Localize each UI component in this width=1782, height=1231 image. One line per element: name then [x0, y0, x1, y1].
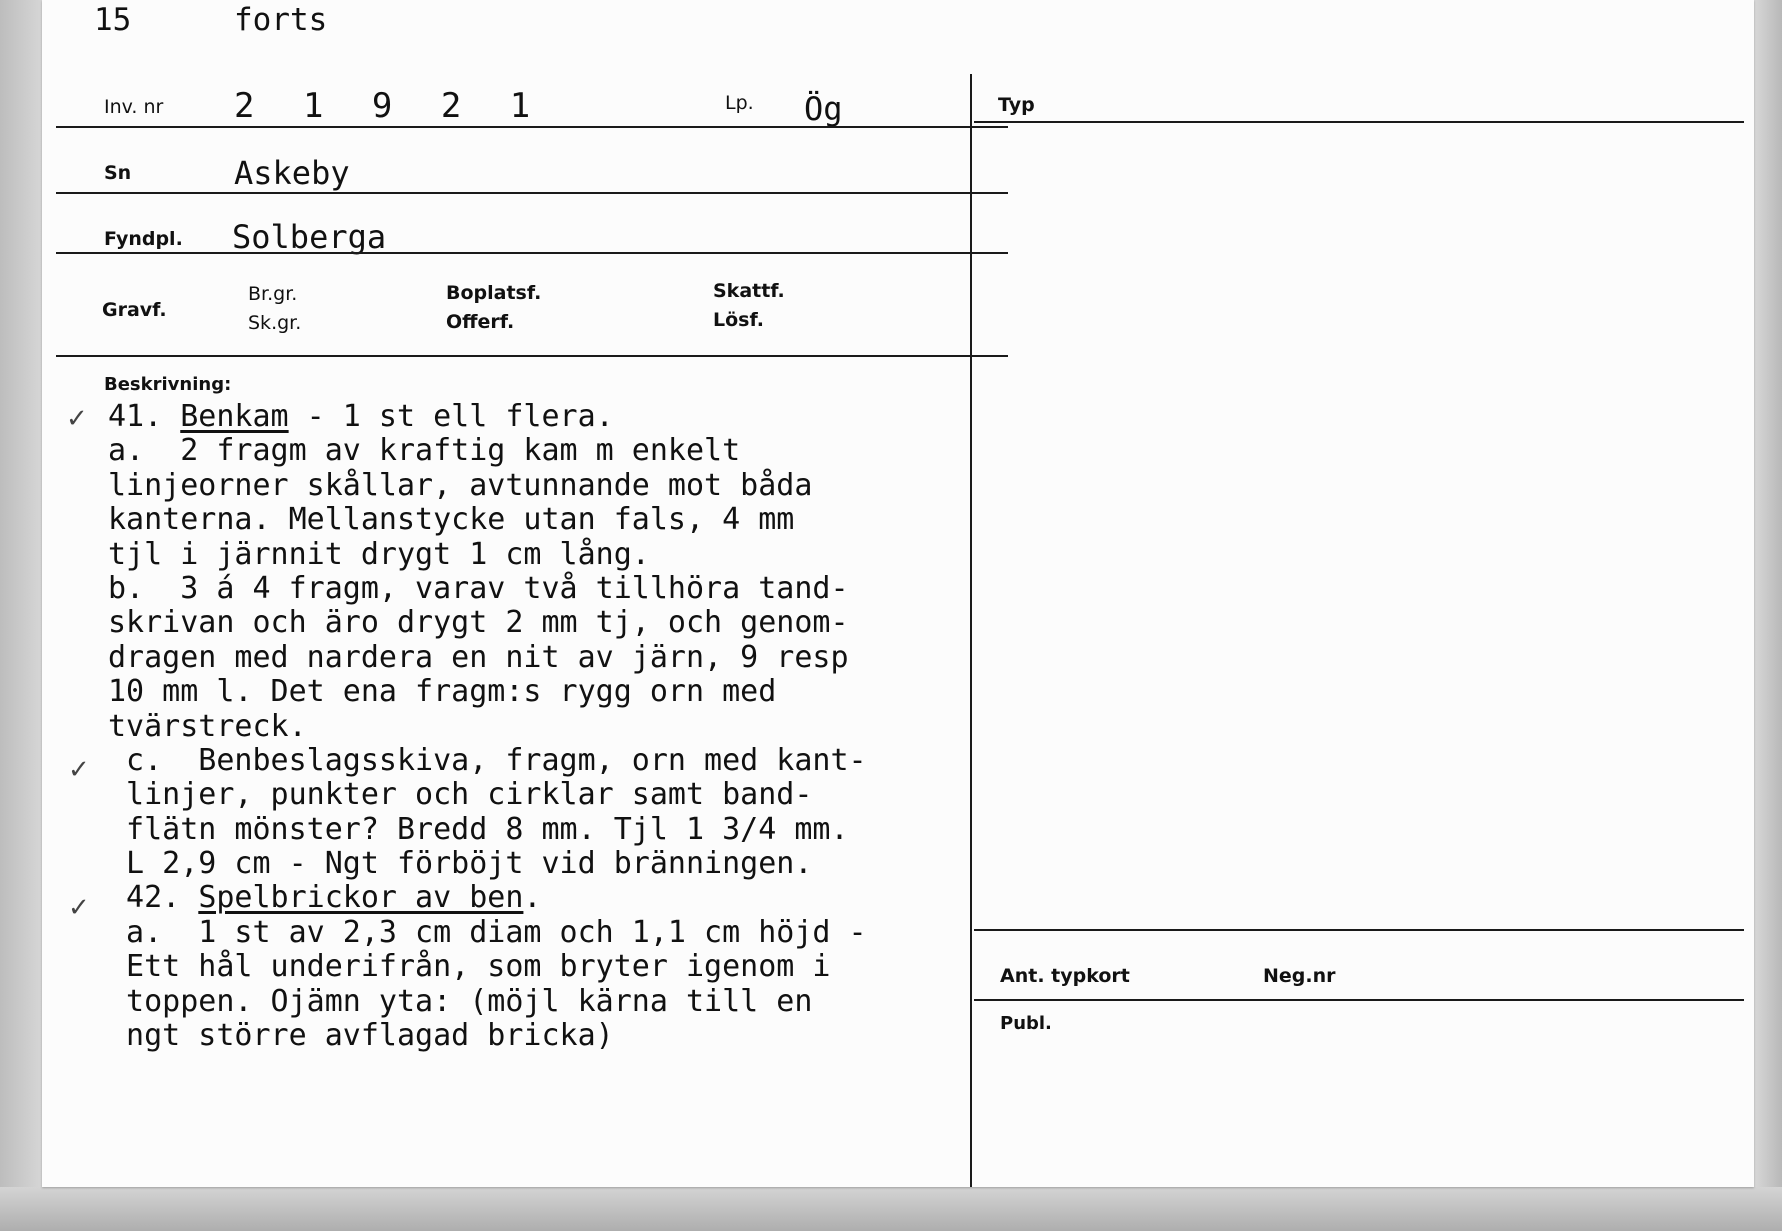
br-gr-label: Br.gr. — [248, 283, 298, 305]
lp-value: Ög — [804, 90, 843, 128]
publ-label: Publ. — [1000, 1013, 1052, 1034]
check-mark-42: ✓ — [68, 893, 90, 923]
gravf-label: Gravf. — [102, 299, 167, 321]
scan-border-bottom — [0, 1187, 1782, 1231]
desc-heading-benkam: Benkam — [180, 399, 289, 434]
typ-label: Typ — [998, 94, 1035, 116]
continuation-note: forts — [234, 2, 328, 38]
desc-line: dragen med nardera en nit av järn, 9 resp — [108, 639, 849, 675]
inv-nr-value: 2 1 9 2 1 — [234, 86, 545, 126]
desc-line: a. 1 st av 2,3 cm diam och 1,1 cm höjd - — [108, 914, 867, 950]
desc-line: c. Benbeslagsskiva, fragm, orn med kant- — [108, 742, 867, 778]
typ-row-line — [974, 121, 1744, 123]
inv-nr-label: Inv. nr — [104, 96, 164, 118]
skattf-label: Skattf. — [713, 280, 785, 302]
sn-label: Sn — [104, 162, 132, 184]
desc-line: linjeorner skållar, avtunnande mot båda — [108, 467, 813, 503]
neg-nr-label: Neg.nr — [1263, 965, 1336, 987]
ant-typkort-line — [974, 929, 1744, 931]
check-mark-41c: ✓ — [68, 755, 90, 785]
desc-line: L 2,9 cm - Ngt förböjt vid bränningen. — [108, 846, 813, 882]
column-divider — [970, 74, 972, 1187]
boplatsf-label: Boplatsf. — [446, 282, 542, 304]
desc-heading-spelbrickor: Spelbrickor av ben — [198, 880, 524, 916]
sn-row-line — [56, 192, 1008, 194]
offerf-label: Offerf. — [446, 311, 515, 333]
inv-row-line — [56, 126, 1008, 128]
desc-line: kanterna. Mellanstycke utan fals, 4 mm — [108, 502, 795, 538]
desc-line: tvärstreck. — [108, 708, 307, 744]
check-mark-41: ✓ — [66, 404, 88, 434]
sn-value: Askeby — [234, 154, 350, 192]
card-number: 15 — [94, 2, 132, 38]
fyndpl-label: Fyndpl. — [104, 228, 183, 250]
desc-line: a. 2 fragm av kraftig kam m enkelt — [108, 433, 741, 469]
desc-line: skrivan och äro drygt 2 mm tj, och genom- — [108, 605, 849, 641]
beskrivning-label: Beskrivning: — [104, 374, 232, 395]
scan-border-left — [0, 0, 42, 1231]
desc-line: tjl i järnnit drygt 1 cm lång. — [108, 536, 650, 572]
desc-line: ngt större avflagad bricka) — [108, 1018, 614, 1054]
scan-border-right — [1754, 0, 1782, 1231]
desc-line: b. 3 á 4 fragm, varav två tillhöra tand- — [108, 570, 849, 606]
desc-line: 41. Benkam - 1 st ell flera. — [108, 399, 614, 434]
description-text — [108, 400, 1008, 1053]
losf-label: Lösf. — [713, 309, 764, 331]
desc-line: toppen. Ojämn yta: (möjl kärna till en — [108, 983, 813, 1019]
catalog-card — [42, 0, 1754, 1187]
desc-line: linjer, punkter och cirklar samt band- — [108, 777, 813, 813]
sk-gr-label: Sk.gr. — [248, 312, 302, 334]
desc-line: 10 mm l. Det ena fragm:s rygg orn med — [108, 674, 777, 710]
desc-line: Ett hål underifrån, som bryter igenom i — [108, 949, 831, 985]
ant-typkort-label: Ant. typkort — [1000, 965, 1130, 987]
desc-line: flätn mönster? Bredd 8 mm. Tjl 1 3/4 mm. — [108, 811, 849, 847]
fyndpl-row-line — [56, 252, 1008, 254]
publ-line — [974, 999, 1744, 1001]
fyndpl-value: Solberga — [232, 218, 387, 256]
desc-line: 42. Spelbrickor av ben. — [108, 880, 542, 916]
lp-label: Lp. — [725, 92, 754, 114]
gravf-row-line — [56, 355, 1008, 357]
